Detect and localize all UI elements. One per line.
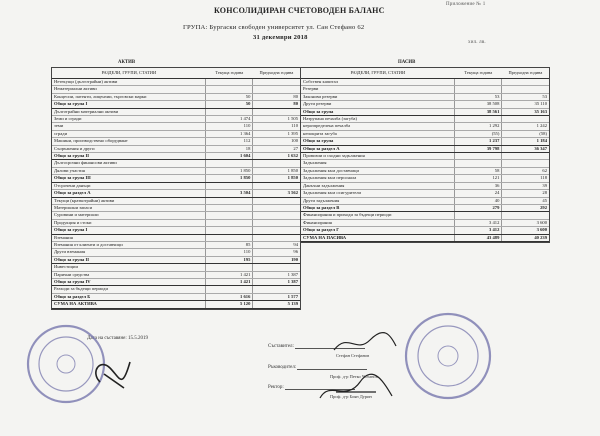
prior-year-value: 1 387 (253, 278, 300, 285)
column-header: Предходна година (502, 68, 549, 79)
table-row (52, 160, 300, 167)
current-year-value (206, 182, 253, 189)
current-year-value (455, 153, 502, 160)
table-row (52, 108, 300, 115)
current-year-value: 18 (206, 145, 253, 152)
table-row (301, 130, 549, 137)
row-label: Финансирания (301, 219, 455, 226)
prior-year-value: 1 850 (253, 167, 300, 174)
row-label: Вземания (52, 234, 206, 241)
row-label: Общо за раздел А (52, 190, 206, 197)
table-row (52, 190, 300, 197)
current-year-value: 50 (206, 101, 253, 108)
table-row (52, 101, 300, 108)
prior-year-value (502, 79, 549, 86)
current-year-value: 1 237 (455, 138, 502, 145)
table-row (52, 182, 300, 189)
table-row (301, 182, 549, 189)
current-year-value: (55) (455, 130, 502, 137)
current-year-value: 58 (455, 167, 502, 174)
row-label: СУМА НА АКТИВА (52, 301, 206, 308)
prior-year-value (253, 108, 300, 115)
current-year-value: 38 561 (455, 108, 502, 115)
prior-year-value: 53 (502, 93, 549, 100)
column-header: РАЗДЕЛИ, ГРУПИ, СТАТИИ (52, 68, 206, 79)
table-row (52, 278, 300, 285)
prior-year-value (253, 264, 300, 271)
prior-year-value: 1 850 (253, 175, 300, 182)
table-row (52, 167, 300, 174)
row-label: Задължения към доставчици (301, 167, 455, 174)
prior-year-value: 1 387 (253, 271, 300, 278)
current-year-value: 112 (206, 138, 253, 145)
row-label: Общо за раздел Г (301, 227, 455, 234)
row-label: Общо за група (301, 108, 455, 115)
signature-preparer (330, 328, 400, 358)
table-row (52, 219, 300, 226)
row-label: Общо за група IV (52, 278, 206, 285)
table-row (301, 160, 549, 167)
rector-name: Проф. д-р Боян Дурин (330, 394, 372, 399)
table-row (52, 301, 300, 308)
prior-year-value (502, 212, 549, 219)
row-label: Концесии, патенти, лицензии, търговски марки (52, 93, 206, 100)
table-row (301, 175, 549, 182)
current-year-value: 1 616 (206, 293, 253, 300)
row-label: Финансирания и приходи за бъдещи периоди (301, 212, 455, 219)
table-row (301, 167, 549, 174)
row-label: Общо за раздел А (301, 145, 455, 152)
rector-label: Ректор: (268, 385, 284, 390)
current-year-value: 36 (455, 182, 502, 189)
prior-year-value: 118 (502, 175, 549, 182)
row-label: Инвестиции (52, 264, 206, 271)
prior-year-value: 292 (502, 204, 549, 211)
current-year-value: 1 474 (206, 116, 253, 123)
current-year-value (206, 264, 253, 271)
table-row (301, 123, 549, 130)
table-row (301, 190, 549, 197)
prior-year-value: 100 (253, 138, 300, 145)
table-row (301, 145, 549, 152)
current-year-value: 1 364 (206, 130, 253, 137)
prior-year-value: 45 (502, 197, 549, 204)
group-name: ГРУПА: Бургаски свободен университет ул. Сан Стефано 62 (183, 24, 365, 31)
current-year-value: 1 421 (206, 271, 253, 278)
prior-year-value (253, 234, 300, 241)
table-row (52, 153, 300, 160)
prior-year-value: 1 395 (253, 130, 300, 137)
table-row (52, 116, 300, 123)
current-year-value (455, 160, 502, 167)
row-label: Суровини и материали (52, 212, 206, 219)
date-value: 15.5.2019 (127, 336, 148, 341)
current-year-value: 110 (206, 123, 253, 130)
row-label: Законови резерви (301, 93, 455, 100)
row-label: Текущи (краткотрайни) активи (52, 197, 206, 204)
table-row (52, 234, 300, 241)
row-label: Машини, производствено оборудване (52, 138, 206, 145)
round-stamp-right (402, 310, 494, 402)
prior-year-value: 190 (253, 256, 300, 263)
current-year-value: 3 412 (455, 219, 502, 226)
row-label: Други резерви (301, 101, 455, 108)
row-label: Задължения (301, 160, 455, 167)
current-year-value (206, 197, 253, 204)
current-year-value: 1 292 (455, 123, 502, 130)
table-row (52, 256, 300, 263)
current-year-value (206, 212, 253, 219)
row-label: Данъчни задължения (301, 182, 455, 189)
current-year-value (206, 86, 253, 93)
row-label: Дълготрайни материални активи (52, 108, 206, 115)
row-label: Разходи за бъдещи периоди (52, 286, 206, 293)
prior-year-value: 40 239 (502, 234, 549, 241)
row-label: Други задължения (301, 197, 455, 204)
signature-rector (316, 372, 396, 406)
column-header: Текуща година (206, 68, 253, 79)
row-label: Дялови участия (52, 167, 206, 174)
prior-year-value (253, 219, 300, 226)
preparer-name: Стефан Стефанов (336, 353, 370, 358)
prior-year-value (253, 286, 300, 293)
table-row (52, 123, 300, 130)
assets-section-label: АКТИВ (118, 60, 136, 65)
current-year-value (206, 204, 253, 211)
table-row (301, 234, 549, 241)
row-label: Общо за раздел В (301, 204, 455, 211)
row-label: Общо за раздел Б (52, 293, 206, 300)
head-name: Проф. д-р Петко Чобанов (330, 374, 378, 379)
row-label: сгради (52, 130, 206, 137)
row-label: Общо за група I (52, 101, 206, 108)
row-label: Други вземания (52, 249, 206, 256)
prior-year-value: 1 505 (253, 116, 300, 123)
table-row (301, 86, 549, 93)
prior-year-value (253, 160, 300, 167)
head-label: Ръководител: (268, 365, 297, 370)
prior-year-value (502, 153, 549, 160)
table-row (52, 175, 300, 182)
table-row (301, 79, 549, 86)
table-row (52, 86, 300, 93)
table-row (52, 293, 300, 300)
current-year-value: 85 (206, 241, 253, 248)
current-year-value (455, 212, 502, 219)
table-header-row (52, 68, 300, 79)
document-title: КОНСОЛИДИРАН СЧЕТОВОДЕН БАЛАНС (214, 6, 385, 15)
row-label: земи (52, 123, 206, 130)
table-row (52, 264, 300, 271)
row-label: Резерви (301, 86, 455, 93)
row-label: Продукция и стоки (52, 219, 206, 226)
table-row (301, 212, 549, 219)
row-label: Общо за група III (52, 175, 206, 182)
table-row (301, 108, 549, 115)
current-year-value (206, 219, 253, 226)
row-label: Общо за група I (52, 227, 206, 234)
row-label: Задължения към осигурители (301, 190, 455, 197)
current-year-value (206, 108, 253, 115)
table-row (301, 138, 549, 145)
current-year-value: 195 (206, 256, 253, 263)
prior-year-value: 35 110 (502, 101, 549, 108)
prior-year-value: 28 (502, 190, 549, 197)
prior-year-value: 80 (253, 93, 300, 100)
row-label: Парични средства (52, 271, 206, 278)
current-year-value: 1 421 (206, 278, 253, 285)
row-label: Общо за група II (52, 153, 206, 160)
table-row (301, 197, 549, 204)
signature-left (86, 352, 136, 396)
prior-year-value: 3 600 (502, 219, 549, 226)
current-year-value (206, 286, 253, 293)
row-label: Нематериални активи (52, 86, 206, 93)
table-row (52, 145, 300, 152)
table-row (52, 212, 300, 219)
row-label: Общо за група II (52, 256, 206, 263)
prior-year-value: 62 (502, 167, 549, 174)
current-year-value: 40 (455, 197, 502, 204)
current-year-value (455, 116, 502, 123)
current-year-value: 50 (206, 93, 253, 100)
current-year-value: 38 508 (455, 101, 502, 108)
current-year-value: 3 504 (206, 190, 253, 197)
current-year-value: 1 850 (206, 167, 253, 174)
appendix-ref: Приложение № 1 (446, 2, 486, 7)
prior-year-value (253, 227, 300, 234)
row-label: неразпределена печалба (301, 123, 455, 130)
row-label: Вземания от клиенти и доставчици (52, 241, 206, 248)
prior-year-value: 5 139 (253, 301, 300, 308)
prior-year-value (253, 197, 300, 204)
current-year-value: 53 (455, 93, 502, 100)
date-label: Дата на съставяне: (87, 336, 127, 341)
prior-year-value: 35 163 (502, 108, 549, 115)
table-row (52, 79, 300, 86)
current-year-value (455, 79, 502, 86)
units-label: хил. лв. (468, 40, 486, 45)
table-row (301, 93, 549, 100)
table-row (301, 227, 549, 234)
preparer-label: Съставител: (268, 344, 294, 349)
table-row (52, 197, 300, 204)
prior-year-value (253, 204, 300, 211)
prior-year-value: 36 347 (502, 145, 549, 152)
current-year-value: 24 (455, 190, 502, 197)
row-label: Нетекущи (дълготрайни) активи (52, 79, 206, 86)
current-year-value: 43 489 (455, 234, 502, 241)
current-year-value: 121 (455, 175, 502, 182)
current-year-value: 39 798 (455, 145, 502, 152)
current-year-value: 5 120 (206, 301, 253, 308)
prior-year-value (502, 160, 549, 167)
current-year-value (206, 160, 253, 167)
table-row (52, 227, 300, 234)
table-row (52, 204, 300, 211)
table-row (301, 116, 549, 123)
row-label: Отсрочени данъци (52, 182, 206, 189)
prior-year-value (253, 79, 300, 86)
row-label: Земи и сгради (52, 116, 206, 123)
prior-year-value (253, 212, 300, 219)
liabilities-section-label: ПАСИВ (398, 60, 416, 65)
prior-year-value: 94 (253, 241, 300, 248)
row-label: Материални запаси (52, 204, 206, 211)
table-row (52, 249, 300, 256)
prior-year-value (253, 182, 300, 189)
column-header: Текуща година (455, 68, 502, 79)
prior-year-value: 96 (253, 249, 300, 256)
current-year-value: 1 604 (206, 153, 253, 160)
row-label: Общо за група (301, 138, 455, 145)
prior-year-value: 3 600 (502, 227, 549, 234)
prior-year-value (502, 86, 549, 93)
table-row (301, 101, 549, 108)
liabilities-table (300, 67, 550, 243)
prior-year-value: (58) (502, 130, 549, 137)
prior-year-value: 39 (502, 182, 549, 189)
row-label: Провизии и сходни задължения (301, 153, 455, 160)
current-year-value (206, 234, 253, 241)
row-label: Натрупана печалба (загуба) (301, 116, 455, 123)
assets-table (51, 67, 301, 310)
table-row (52, 130, 300, 137)
table-row (52, 271, 300, 278)
prior-year-value: 27 (253, 145, 300, 152)
row-label: Задължения към персонала (301, 175, 455, 182)
column-header: Предходна година (253, 68, 300, 79)
prior-year-value: 110 (253, 123, 300, 130)
prior-year-value: 1 184 (502, 138, 549, 145)
prior-year-value (502, 116, 549, 123)
current-year-value: 110 (206, 249, 253, 256)
table-header-row (301, 68, 549, 79)
prior-year-value (253, 86, 300, 93)
table-row (52, 93, 300, 100)
head-line (268, 364, 367, 370)
current-year-value (206, 79, 253, 86)
table-row (52, 286, 300, 293)
row-label: Съоръжения и други (52, 145, 206, 152)
prior-year-value: 3 562 (253, 190, 300, 197)
prior-year-value: 80 (253, 101, 300, 108)
table-row (52, 138, 300, 145)
row-label: Дългосрочни финансови активи (52, 160, 206, 167)
current-year-value: 279 (455, 204, 502, 211)
prior-year-value: 1 632 (253, 153, 300, 160)
row-label: непокрита загуба (301, 130, 455, 137)
column-header: РАЗДЕЛИ, ГРУПИ, СТАТИИ (301, 68, 455, 79)
report-date: 31 декември 2018 (253, 34, 308, 41)
row-label: Собствен капитал (301, 79, 455, 86)
current-year-value: 1 850 (206, 175, 253, 182)
current-year-value (206, 227, 253, 234)
table-row (301, 219, 549, 226)
prior-year-value: 1 577 (253, 293, 300, 300)
current-year-value (455, 86, 502, 93)
table-row (52, 241, 300, 248)
current-year-value: 3 412 (455, 227, 502, 234)
prior-year-value: 1 242 (502, 123, 549, 130)
row-label: СУМА НА ПАСИВА (301, 234, 455, 241)
table-row (301, 153, 549, 160)
table-row (301, 204, 549, 211)
